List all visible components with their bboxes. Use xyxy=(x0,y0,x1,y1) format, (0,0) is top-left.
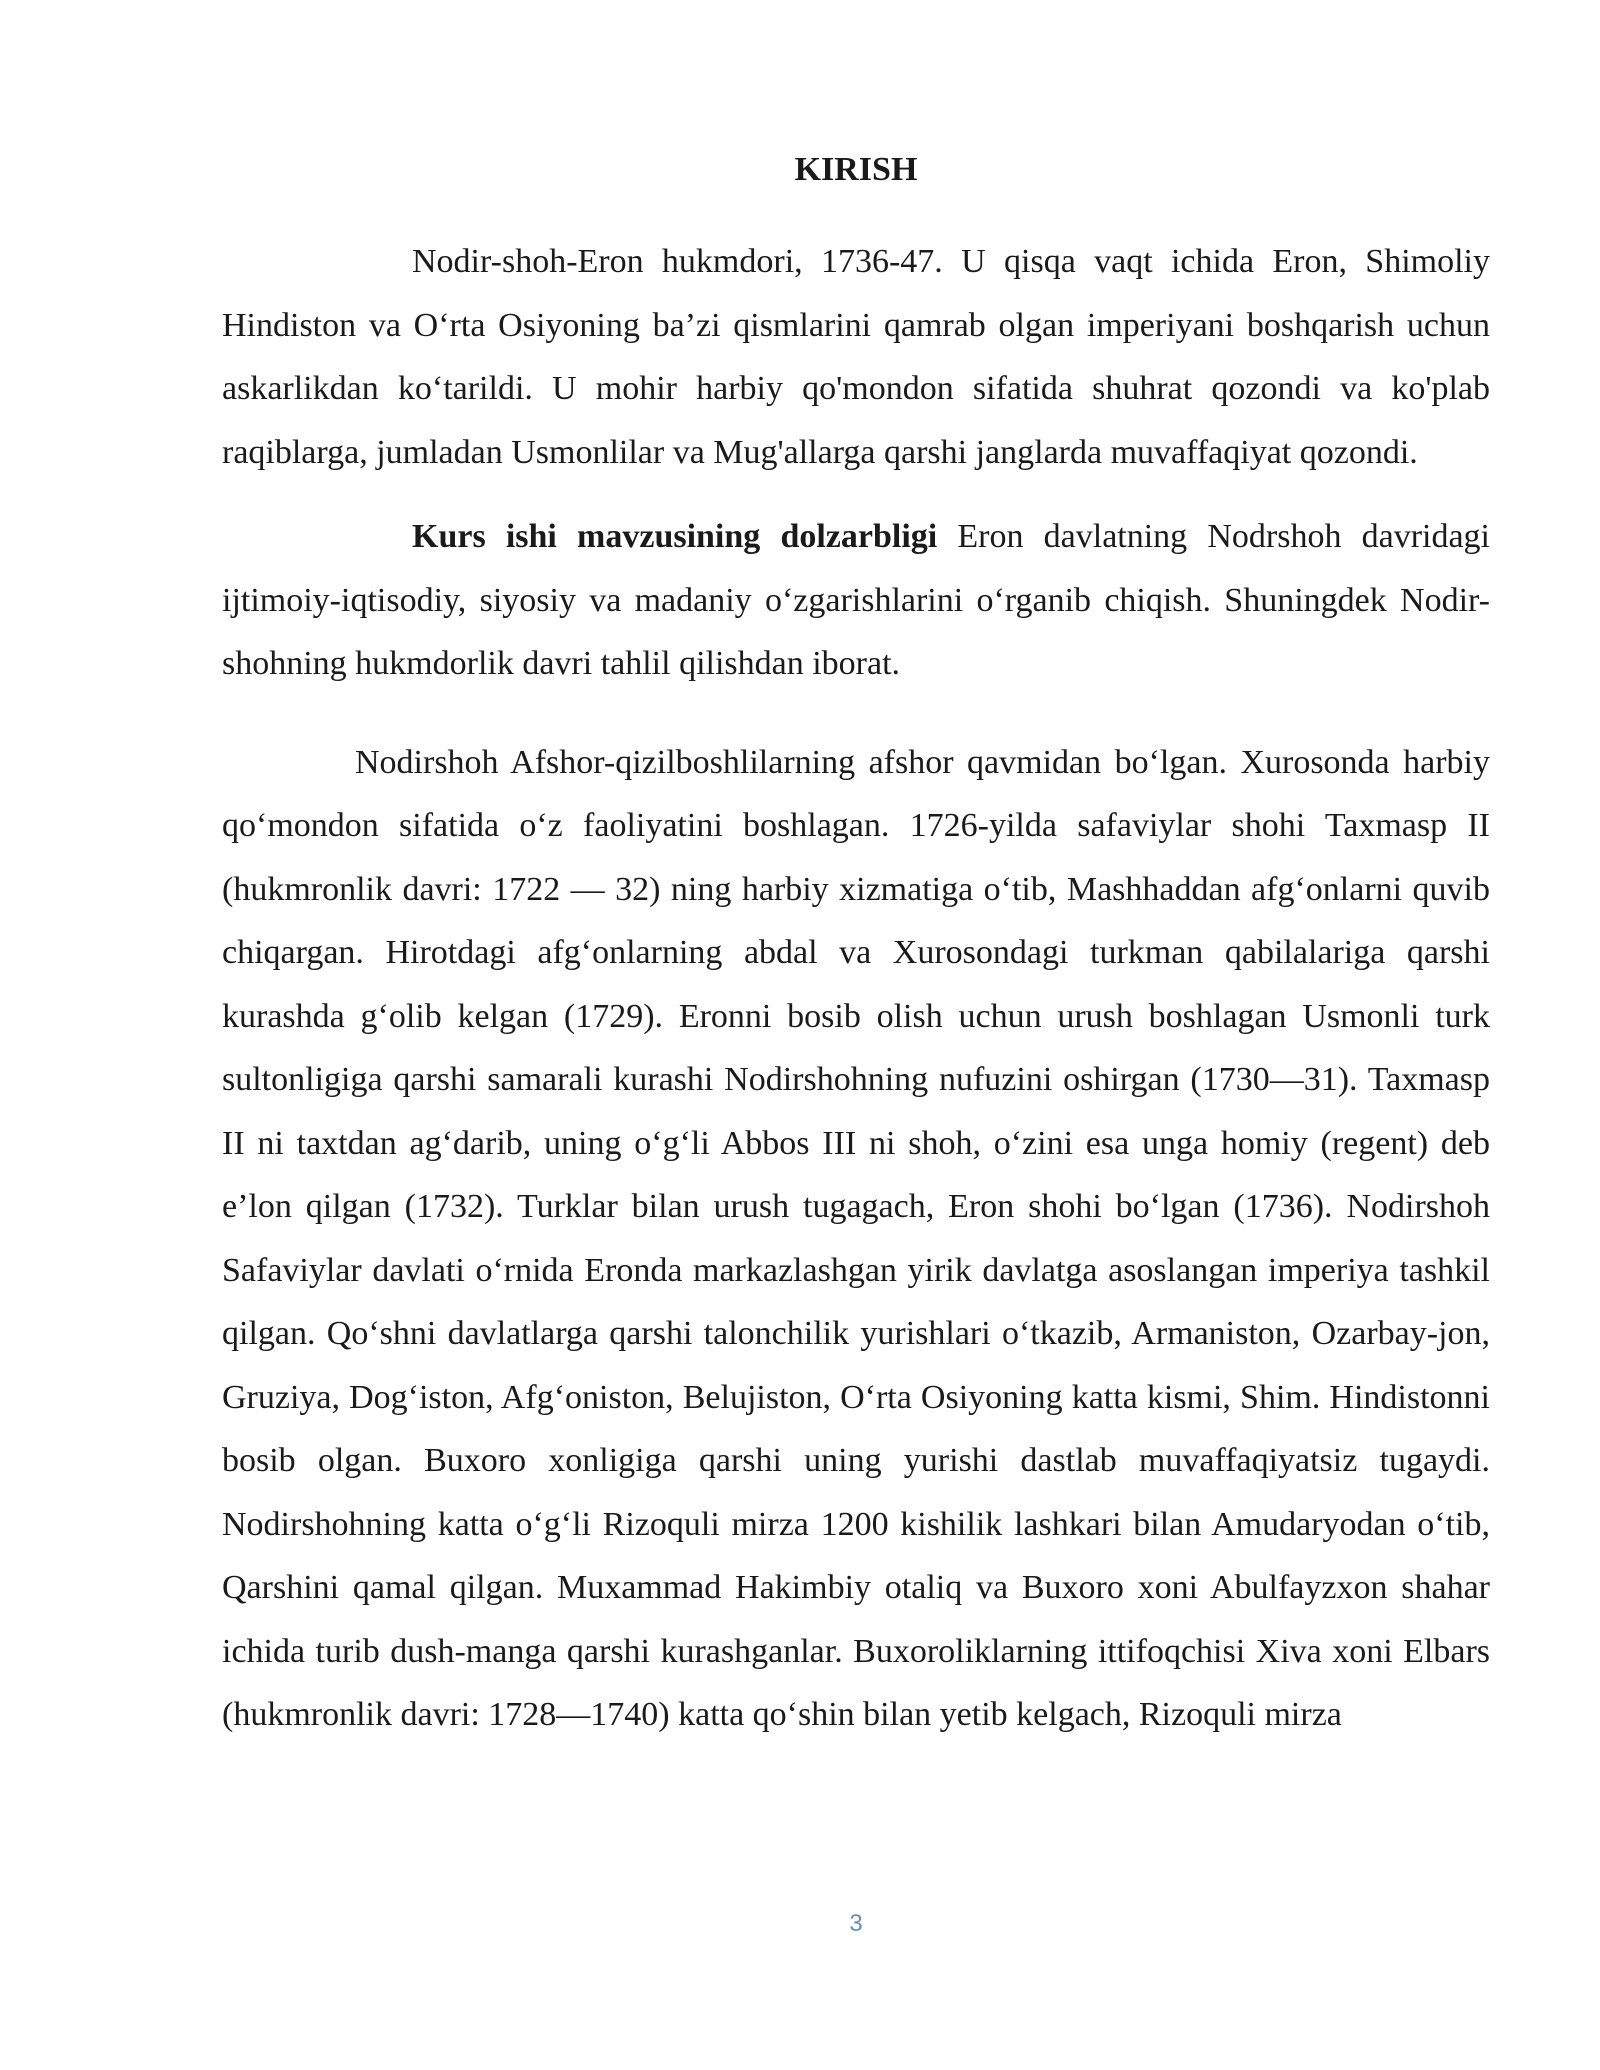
relevance-heading: Kurs ishi mavzusining dolzarbligi xyxy=(412,518,938,555)
relevance-text: Eron davlatning Nodrshoh davridagi ijtimoiy-iqtisodiy, siyosiy va madaniy o‘zgarishlarini o‘rganib chiqish. Shuningdek Nodir-shohning hukmdorlik davri tahlil qilishdan iborat. xyxy=(222,518,1490,682)
paragraph-history: Nodirshoh Afshor-qizilboshlilarning afshor qavmidan bo‘lgan. Xurosonda harbiy qo‘mondon sifatida o‘z faoliyatini boshlagan. 1726-yilda safaviylar shohi Taxmasp II (hukmronlik davri: 1722 — 32) ning harbiy xizmatiga o‘tib, Mashhaddan afg‘onlarni quvib chiqargan. Hirotdagi afg‘onlarning abdal va Xurosondagi turkman qabilalariga qarshi kurashda g‘olib kelgan (1729). Eronni bosib olish uchun urush boshlagan Usmonli turk sultonligiga qarshi samarali kurashi Nodirshohning nufuzini oshirgan (1730—31). Taxmasp II ni taxtdan ag‘darib, uning o‘g‘li Abbos III ni shoh, o‘zini esa unga homiy (regent) deb e’lon qilgan (1732). Turklar bilan urush tugagach, Eron shohi bo‘lgan (1736). Nodirshoh Safaviylar davlati o‘rnida Eronda markazlashgan yirik davlatga asoslangan imperiya tashkil qilgan. Qo‘shni davlatlarga qarshi talonchilik yurishlari o‘tkazib, Armaniston, Ozarbay-jon, Gruziya, Dog‘iston, Afg‘oniston, Belujiston, O‘rta Osiyoning katta kismi, Shim. Hindistonni bosib olgan. Buxoro xonligiga qarshi uning yurishi dastlab muvaffaqiyatsiz tugaydi. Nodirshohning katta o‘g‘li Rizoquli mirza 1200 kishilik lashkari bilan Amudaryodan o‘tib, Qarshini qamal qilgan. Muxammad Hakimbiy otaliq va Buxoro xoni Abulfayzxon shahar ichida turib dush-manga qarshi kurashganlar. Buxoroliklarning ittifoqchisi Xiva xoni Elbars (hukmronlik davri: 1728—1740) katta qo‘shin bilan yetib kelgach, Rizoquli mirza xyxy=(222,743,1490,1733)
paragraph-intro: Nodir-shoh-Eron hukmdori, 1736-47. U qisqa vaqt ichida Eron, Shimoliy Hindiston va O‘rta Osiyoning ba’zi qismlarini qamrab olgan imperiyani boshqarish uchun askarlikdan ko‘tarildi. U mohir harbiy qo'mondon sifatida shuhrat qozondi va ko'plab raqiblarga, jumladan Usmonlilar va Mug'allarga qarshi janglarda muvaffaqiyat qozondi. xyxy=(222,243,1490,471)
page-title: KIRISH xyxy=(794,151,918,188)
paragraph-relevance xyxy=(222,505,1490,696)
document-body xyxy=(222,148,1490,1747)
page-number: 3 xyxy=(849,1910,863,1937)
